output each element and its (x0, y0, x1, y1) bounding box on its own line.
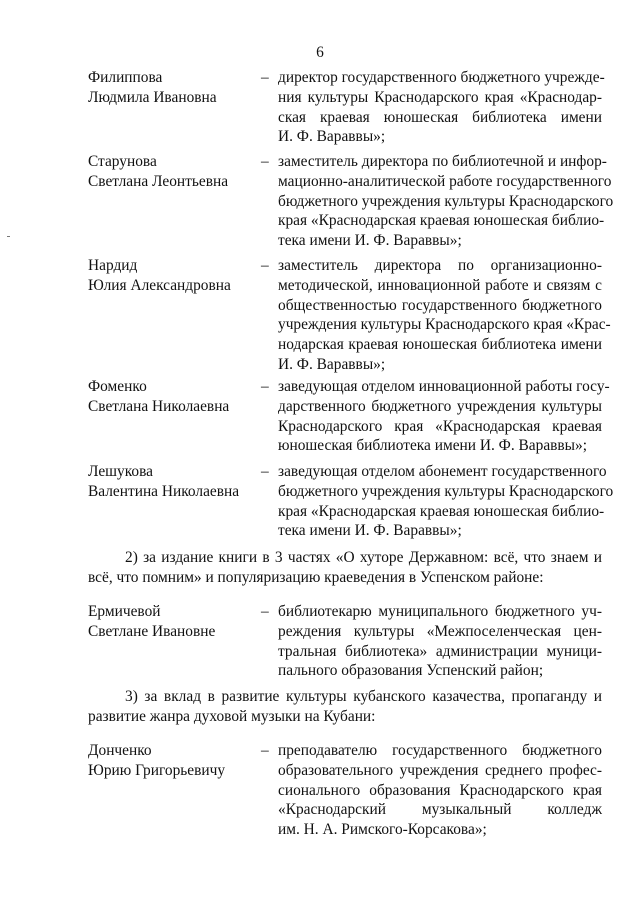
description-line: преподавателю государственного бюджетного (278, 742, 602, 759)
person-name (88, 741, 253, 781)
award-entry (88, 256, 611, 375)
given-names: Светлана Леонтьевна (88, 172, 229, 190)
dash: – (261, 378, 269, 395)
position-description (278, 152, 614, 251)
description-line: бюджетного учреждения культуры Краснодарского (278, 192, 614, 210)
given-names: Светлане Ивановне (88, 622, 216, 640)
description-line: ния культуры Краснодарского края «Краснодар- (278, 88, 602, 106)
category-line: 3) за вклад в развитие культуры кубанского казачества, пропаганду и (125, 688, 602, 705)
person-name (88, 152, 253, 192)
person-name (88, 256, 253, 296)
description-line: ская краевая юношеская библиотека имени (278, 108, 602, 126)
description-line: тральная библиотека» администрации муници- (278, 642, 602, 660)
position-description (278, 68, 605, 147)
surname: Фоменко (88, 378, 147, 395)
description-line: библиотекарю муниципального бюджетного уч- (278, 603, 602, 620)
category-line: всё, что помним» и популяризацию краеведения в Успенском районе: (88, 568, 544, 586)
dash: – (261, 257, 269, 274)
award-entry (88, 741, 602, 840)
position-description (278, 377, 610, 456)
description-line: тека имени И. Ф. Вараввы»; (278, 232, 462, 250)
dash: – (261, 603, 269, 620)
description-line: пального образования Успенский район; (278, 662, 544, 680)
award-entry (88, 602, 602, 681)
page-number: 6 (316, 44, 324, 61)
description-line: образовательного учреждения среднего профес- (278, 761, 602, 779)
position-description (278, 602, 602, 681)
position-description (278, 256, 611, 375)
person-name (88, 602, 253, 642)
description-line: директор государственного бюджетного учрежде- (278, 69, 605, 86)
description-line: методической, инновационной работе и связям с (278, 276, 602, 294)
given-names: Людмила Ивановна (88, 88, 217, 106)
description-line: «Краснодарский музыкальный колледж (278, 801, 602, 819)
scan-mark (7, 236, 10, 237)
description-line: реждения культуры «Межпоселенческая цен- (278, 622, 602, 640)
description-line: нодарская краевая юношеская библиотека имени (278, 336, 602, 354)
surname: Старунова (88, 153, 157, 170)
description-line: тека имени И. Ф. Вараввы»; (278, 522, 462, 540)
dash: – (261, 153, 269, 170)
description-line: заведующая отделом абонемент государственного (278, 463, 607, 480)
given-names: Юрию Григорьевичу (88, 761, 226, 779)
surname: Ермичевой (88, 603, 161, 620)
description-line: И. Ф. Вараввы»; (278, 355, 386, 373)
description-line: края «Краснодарская краевая юношеская библио- (278, 502, 605, 520)
description-line: Краснодарского края «Краснодарская краевая (278, 417, 602, 435)
surname: Нардид (88, 257, 138, 274)
dash: – (261, 742, 269, 759)
award-category-2 (88, 548, 602, 588)
position-description (278, 741, 602, 840)
award-entry (88, 152, 614, 251)
surname: Филиппова (88, 69, 163, 86)
description-line: мационно-аналитической работе государственного (278, 172, 612, 190)
description-line: учреждения культуры Краснодарского края «Крас- (278, 316, 611, 334)
surname: Лешукова (88, 463, 153, 480)
description-line: дарственного бюджетного учреждения культуры (278, 397, 602, 415)
description-line: бюджетного учреждения культуры Краснодарского (278, 482, 614, 500)
dash: – (261, 69, 269, 86)
description-line: юношеская библиотека имени И. Ф. Вараввы»; (278, 437, 587, 455)
award-entry (88, 462, 614, 541)
given-names: Юлия Александровна (88, 276, 231, 294)
person-name (88, 377, 253, 417)
description-line: им. Н. А. Римского-Корсакова»; (278, 821, 487, 839)
description-line: сионального образования Краснодарского края (278, 781, 602, 799)
description-line: края «Краснодарская краевая юношеская библио- (278, 212, 605, 230)
award-entry (88, 377, 610, 456)
dash: – (261, 463, 269, 480)
person-name (88, 68, 253, 108)
category-line: 2) за издание книги в 3 частях «О хуторе Державном: всё, что знаем и (125, 549, 602, 566)
given-names: Валентина Николаевна (88, 482, 240, 500)
award-entry (88, 68, 605, 147)
person-name (88, 462, 253, 502)
description-line: заместитель директора по организационно- (278, 257, 602, 274)
surname: Донченко (88, 742, 152, 759)
category-line: развитие жанра духовой музыки на Кубани: (88, 707, 376, 725)
position-description (278, 462, 614, 541)
description-line: заведующая отделом инновационной работы госу- (278, 378, 610, 395)
description-line: И. Ф. Вараввы»; (278, 128, 386, 146)
award-category-3 (88, 687, 602, 727)
description-line: заместитель директора по библиотечной и инфор- (278, 153, 607, 170)
given-names: Светлана Николаевна (88, 397, 230, 415)
description-line: общественностью государственного бюджетного (278, 296, 602, 314)
